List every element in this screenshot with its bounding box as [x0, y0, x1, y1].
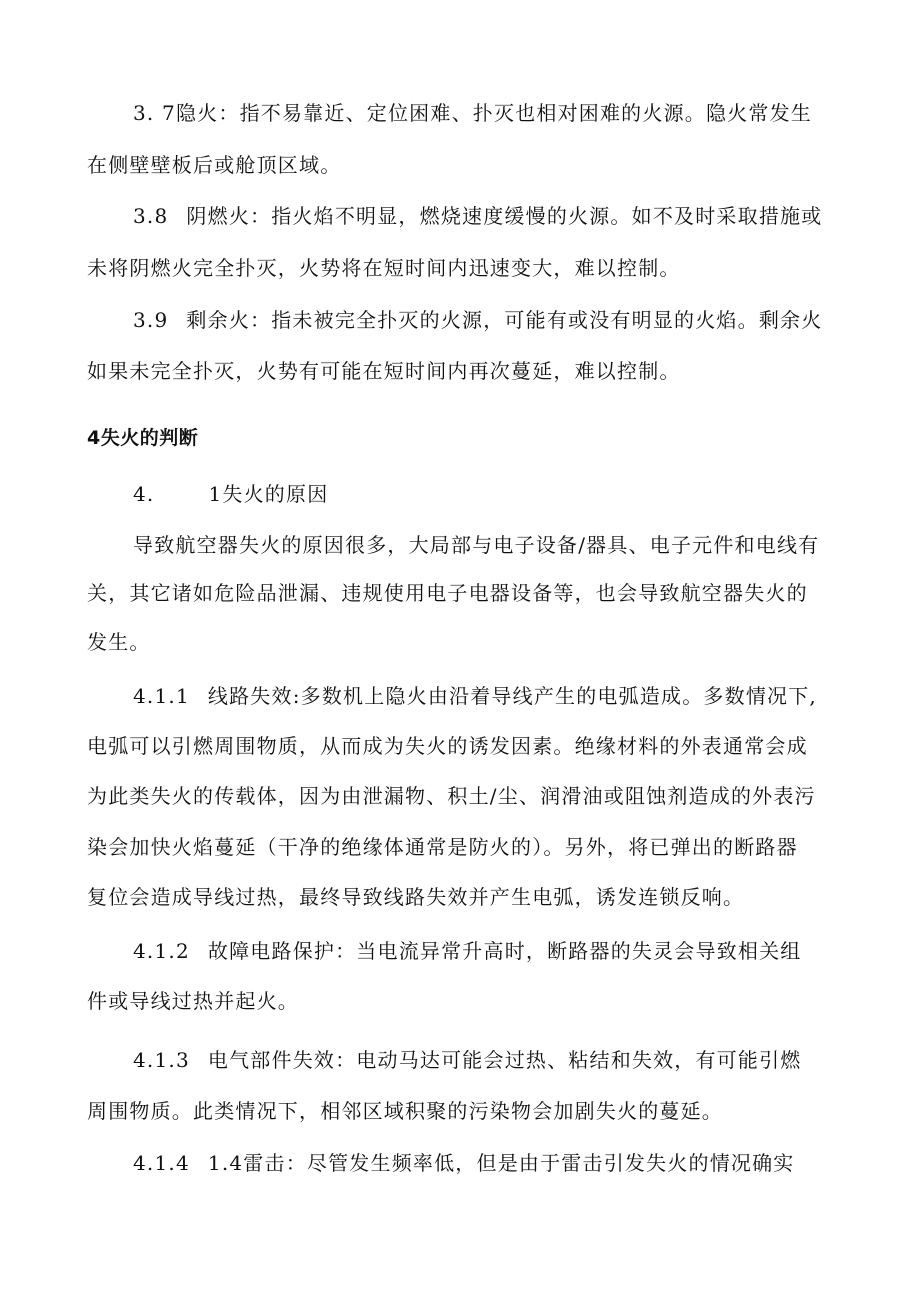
- section-text: 线路失效:多数机上隐火由沿着导线产生的电弧造成。多数情况下,: [207, 684, 817, 708]
- section-4-1-2-line-1: [133, 938, 802, 964]
- section-text: 阴燃火：指火焰不明显，燃烧速度缓慢的火源。如不及时采取措施或: [186, 204, 823, 228]
- section-4-1-1-line-5: 复位会造成导线过热，最终导致线路失效并产生电弧，诱发连锁反响。: [87, 885, 745, 909]
- section-3-9-line-2: 如果未完全扑灭，火势有可能在短时间内再次蔓延，难以控制。: [87, 359, 681, 383]
- section-4-1-para-line-3: 发生。: [87, 630, 151, 654]
- section-4-1-1-line-3: 为此类失火的传载体，因为由泄漏物、积土/尘、润滑油或阻蚀剂造成的外表污: [87, 784, 816, 808]
- section-4-1-3-line-2: 周围物质。此类情况下，相邻区域积聚的污染物会加剧失火的蔓延。: [87, 1099, 723, 1123]
- section-text: 剩余火：指未被完全扑灭的火源，可能有或没有明显的火焰。剩余火: [186, 308, 823, 332]
- section-title: 1失火的原因: [208, 482, 329, 506]
- section-number: 4.1.1: [133, 684, 190, 708]
- section-text: 故障电路保护：当电流异常升高时，断路器的失灵会导致相关组: [207, 939, 802, 963]
- section-3-9-line-1: [133, 307, 822, 333]
- section-text: 1.4雷击：尽管发生频率低，但是由于雷击引发失火的情况确实: [207, 1151, 795, 1175]
- section-4-1-para-line-1: 导致航空器失火的原因很多，大局部与电子设备/器具、电子元件和电线有: [133, 533, 820, 557]
- section-number: 4.: [133, 482, 155, 506]
- section-4-1-3-line-1: [133, 1047, 802, 1073]
- section-number: 3.8: [133, 204, 169, 228]
- section-3-8-line-1: [133, 203, 822, 229]
- section-4-1-para-line-2: 关，其它诸如危险品泄漏、违规使用电子电器设备等，也会导致航空器失火的: [87, 581, 808, 605]
- section-number: 4.1.4: [133, 1151, 190, 1175]
- section-3-8-line-2: 未将阴燃火完全扑灭，火势将在短时间内迅速变大，难以控制。: [87, 256, 681, 280]
- section-4-1-4-line-1: [133, 1150, 795, 1176]
- section-4-1-1-line-2: 电弧可以引燃周围物质，从而成为失火的诱发因素。绝缘材料的外表通常会成: [87, 734, 808, 758]
- section-number: 3.9: [133, 308, 169, 332]
- section-3-7-line-1: 3. 7隐火：指不易靠近、定位困难、扑灭也相对困难的火源。隐火常发生: [133, 101, 812, 125]
- section-number: 4.1.2: [133, 939, 190, 963]
- section-number: 4.1.3: [133, 1048, 190, 1072]
- section-4-1-1-line-4: 染会加快火焰蔓延（干净的绝缘体通常是防火的）。另外，将已弹出的断路器: [87, 835, 798, 859]
- section-4-1-2-line-2: 件或导线过热并起火。: [87, 989, 299, 1013]
- section-4-1-title: [133, 481, 328, 507]
- section-4-1-1-line-1: [133, 683, 817, 709]
- section-3-7-line-2: 在侧壁壁板后或舱顶区域。: [87, 153, 342, 177]
- section-text: 电气部件失效：电动马达可能会过热、粘结和失效，有可能引燃: [207, 1048, 802, 1072]
- chapter-4-heading: 4失火的判断: [87, 427, 199, 449]
